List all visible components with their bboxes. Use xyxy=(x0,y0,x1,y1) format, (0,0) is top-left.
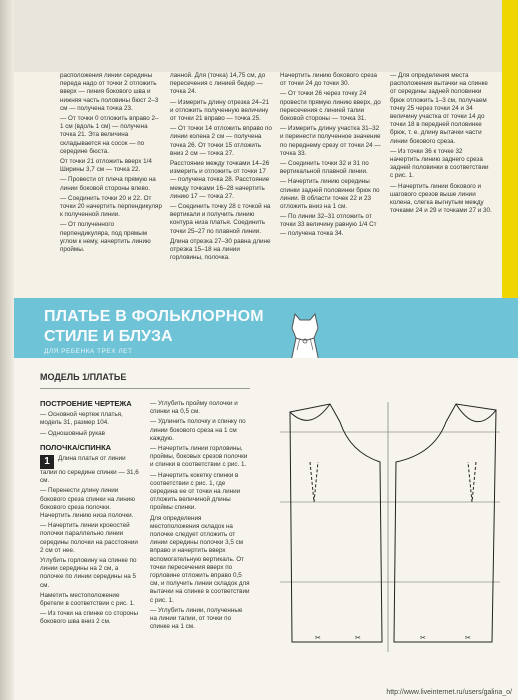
instruction-paragraph: — Начертить линии кроеостей полочки параллельно линии середины полочки на расстоянии 2 см от нее. xyxy=(40,522,138,554)
step-number-badge: 1 xyxy=(40,455,54,469)
top-column-1 xyxy=(60,72,162,302)
step-text: Длина платья от линии талии по середине спинки — 31,6 см. xyxy=(40,455,139,485)
top-column-paragraph: Расстояние между точками 14–26 измерить и отложить от точки 17 — получена точка 28. Расстояние между точками 16–28 начертить линию 17 — точка 27. xyxy=(170,160,270,200)
top-column-paragraph: От точки 21 отложить вверх 1/4 Ширины 3,7 см — точка 22. xyxy=(60,158,152,174)
banner-subtitle: ДЛЯ РЕБЕНКА ТРЕХ ЛЕТ xyxy=(44,348,133,355)
banner-title-line1: ПЛАТЬЕ В ФОЛЬКЛОРНОМ xyxy=(44,308,264,325)
top-column-paragraph: — Провести от плеча прямую на линии боковой стороны влево. xyxy=(60,176,156,192)
top-column-paragraph: — Начертить линию середины спинки задней половинки брюк по линии. В области точек 22 и 23 отложить вниз на 1 см. xyxy=(280,178,380,211)
page-spine xyxy=(0,0,14,700)
step-paragraph xyxy=(40,455,140,485)
top-text-columns xyxy=(60,72,500,302)
top-column-paragraph: — От полученного перпендикуляра, под прямым углом к нему, начертить линию проймы. xyxy=(60,221,151,254)
instruction-paragraph: — Удлинить полочку и спинку по линии бокового среза на 1 см каждую. xyxy=(150,418,246,442)
top-column-paragraph: — Из точки 36 к точке 32 начертить линию заднего среза задней половинки в соответствии с рис. 1. xyxy=(390,147,489,180)
top-column-paragraph: Длина отрезка 27–30 равна длине отрезка 15–18 на линии горловины, полочка. xyxy=(170,237,271,262)
svg-text:✂: ✂ xyxy=(420,634,426,642)
svg-text:✂: ✂ xyxy=(465,634,471,642)
model-divider xyxy=(40,388,250,389)
top-column-paragraph: — По линии 32–31 отложить от точки 33 величину равную 1/4 Ст — получена точка 34. xyxy=(280,213,377,237)
top-column-2 xyxy=(170,72,272,302)
top-column-paragraph: — Измерить длину отрезка 24–21 и отложить полученную величину от точки 21 вправо — точка 25. xyxy=(170,98,270,123)
top-column-paragraph: — От точки 14 отложить вправо по линии колена 2 см — получена точка 26. От точки 15 отложить вниз 2 см — точка 27. xyxy=(170,125,272,157)
pattern-drawing xyxy=(270,392,506,664)
instruction-paragraph: — Начертить кокетку спинки в соответствии с рис. 1, где середина ее от точки на линии отложить величиной длины проймы спинки. xyxy=(150,471,241,512)
top-band xyxy=(14,0,518,72)
model-title: МОДЕЛЬ 1/ПЛАТЬЕ xyxy=(40,372,127,382)
instruction-paragraph: — Начертить линии горловины, проймы, боковых срезов полочки и спинки в соответствии с рис. 1. xyxy=(150,445,248,469)
svg-text:✂: ✂ xyxy=(355,634,361,642)
instructions-column-2 xyxy=(150,400,250,633)
construction-item: — Одношовный рукав xyxy=(40,429,105,437)
instruction-paragraph: Углубить горловину на спинке по линии середины на 2 см, а полочке по линии середины на 5 см. xyxy=(40,557,137,589)
top-column-paragraph: — Соединить точку 28 с точкой на вертикали и получить линию контура низа платья. Соединить точки 25–27 по плавной линии. xyxy=(170,203,271,235)
top-column-paragraph: Начертить линию бокового среза от точки 24 до точки 30. xyxy=(280,72,378,88)
top-column-paragraph: — Для определения места расположения вытачки на спинке от середины задней половинки брюк отложить 1–3 см, получаем точку 25 через точки 24 и 34 величину участка от точки 14 до точки 18 в передней половинке брюк, т. е. длину вытачки части линии бокового среза. xyxy=(390,72,488,145)
instructions-column-1 xyxy=(40,400,140,629)
yellow-edge-strip xyxy=(502,0,518,300)
top-column-4 xyxy=(390,72,492,302)
svg-text:✂: ✂ xyxy=(315,634,321,642)
top-column-paragraph: — Соединить точки 20 и 22. От точки 20 начертить перпендикуляр к полученной линии. xyxy=(60,194,162,219)
top-column-paragraph: расположения линии середины переда надо от точки 2 отложить вверх — линия бокового шва и нижняя часть половины бюст 2–3 см — получена точка 23. xyxy=(60,72,159,112)
banner-title-line2: СТИЛЕ И БЛУЗА xyxy=(44,328,173,345)
top-column-paragraph: — Соединить точки 32 и 31 по вертикальной плавной линии. xyxy=(280,160,369,176)
instruction-paragraph: Для определения местоположения складок на полочке следует отложить от линии середины полочки 3,5 см вправо и начертить вверх вспомогательную вертикаль. От точки пересечения вверх по горловине отложить вправо 0,5 см, и получить линии складок для вытачки на спинке в соответствии с рис. 1. xyxy=(150,514,250,604)
source-url: http://www.liveinternet.ru/users/galina_o/ xyxy=(386,689,512,696)
top-column-paragraph: — Измерить длину участка 31–32 и перенести полученное значение по переднему срезу от точки 24 — точка 33. xyxy=(280,125,381,157)
instruction-paragraph: — Из точки на спинке со стороны бокового шва вниз 2 см. xyxy=(40,610,138,626)
top-column-paragraph: — От точки 26 через точку 24 провести прямую линию вверх, до пересечения с линией талии боковой стороны — точка 31. xyxy=(280,90,381,123)
top-column-paragraph: — От точки 0 отложить вправо 2–1 см (вдоль 1 см) — получена точка 21. Эта величина складывается на сосок — по середине бюста. xyxy=(60,115,159,155)
instruction-paragraph: Наметить местоположение бретели в соответствии с рис. 1. xyxy=(40,591,135,608)
instruction-paragraph: — Углубить линии, полученные на линии талии, от точки по спинке на 1 см. xyxy=(150,606,243,631)
construction-heading: ПОСТРОЕНИЕ ЧЕРТЕЖА xyxy=(40,399,132,408)
section-banner xyxy=(14,298,518,358)
construction-item: — Основной чертеж платья, модель 31, размер 104. xyxy=(40,411,123,427)
instruction-paragraph: — Перенести длину линии бокового среза спинки на линию бокового среза полочки. Начертить линию низа полочки. xyxy=(40,487,135,520)
top-column-paragraph: ланной. Для (точка) 14,75 см, до пересечения с линией бедер — точка 24. xyxy=(170,72,266,96)
top-column-3 xyxy=(280,72,382,302)
instruction-paragraph: — Углубить пройму полочки и спинки на 0,5 см. xyxy=(150,400,238,416)
front-back-heading: ПОЛОЧКА/СПИНКА xyxy=(40,442,112,452)
top-column-paragraph: — Начертить линии бокового и шагового срезов выше линии колена, слегка выгнутым между точками 24 и 29 и точками 27 и 30. xyxy=(390,182,492,215)
